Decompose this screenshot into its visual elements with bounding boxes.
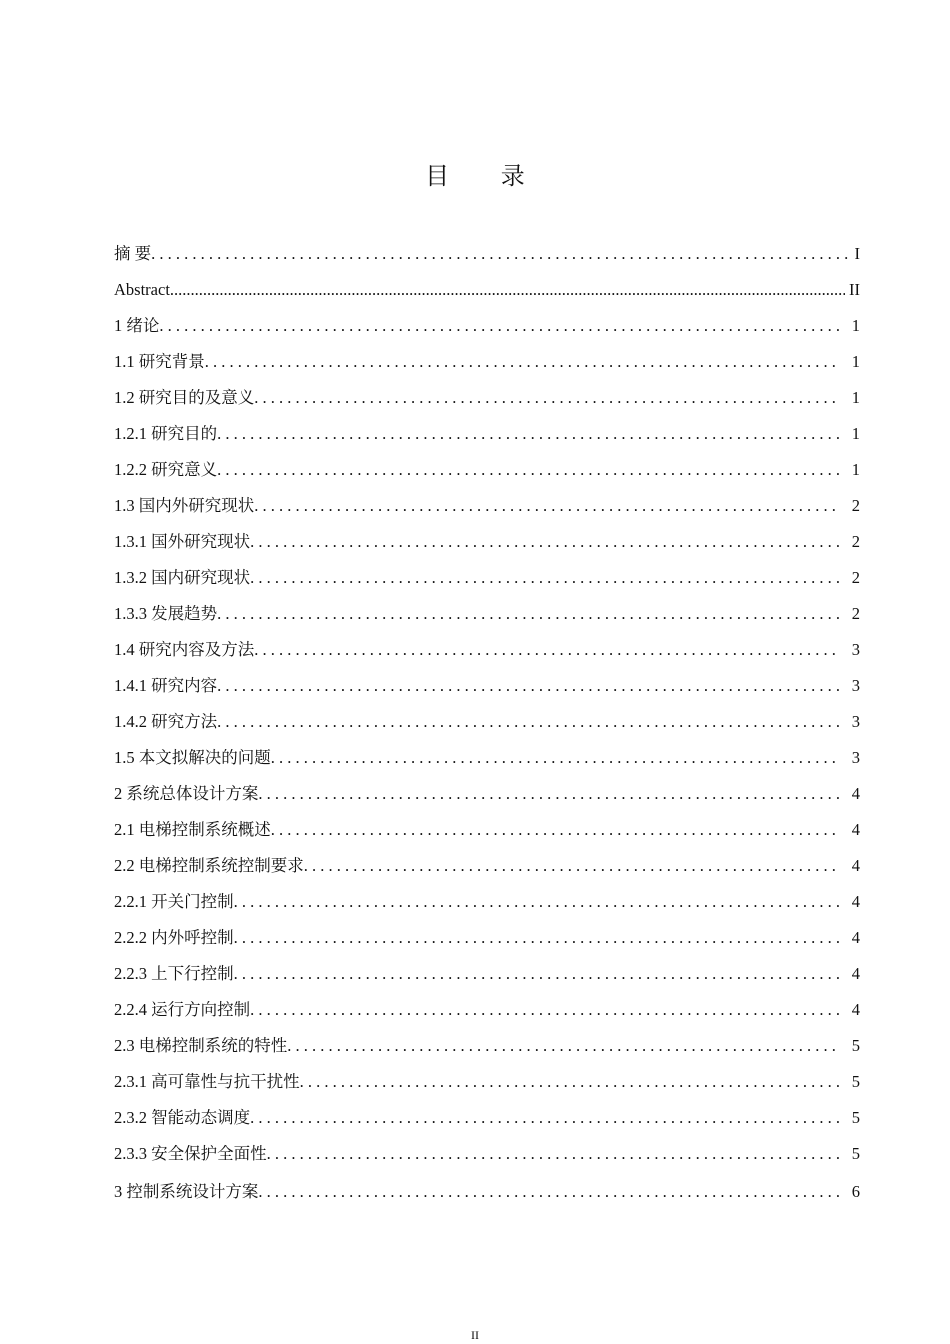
toc-entry-label: 2.2.1 开关门控制 — [114, 892, 234, 911]
toc-dot-leader — [254, 488, 840, 524]
toc-entry-page: 5 — [851, 1108, 860, 1127]
toc-entry-label: 2.3.1 高可靠性与抗干扰性 — [114, 1072, 300, 1091]
toc-entry-page: 6 — [851, 1182, 860, 1201]
toc-dot-leader — [258, 776, 840, 812]
toc-entry[interactable] — [114, 380, 860, 416]
toc-entry-page: 4 — [851, 964, 860, 983]
toc-entry-label: 摘 要 — [114, 244, 152, 263]
toc-entry[interactable] — [114, 524, 860, 560]
toc-entry-label: 1.3.1 国外研究现状 — [114, 532, 251, 551]
toc-entry-page: 3 — [851, 676, 860, 695]
toc-entry[interactable] — [114, 740, 860, 776]
toc-entry[interactable] — [114, 560, 860, 596]
page-title: 目 录 — [425, 162, 547, 190]
toc-entry-label: 1.2.2 研究意义 — [114, 460, 218, 479]
toc-entry-label: 1.3 国内外研究现状 — [114, 496, 255, 515]
toc-dot-leader — [300, 1064, 840, 1100]
toc-entry-label: 1.4.1 研究内容 — [114, 676, 218, 695]
toc-entry[interactable] — [114, 488, 860, 524]
toc-entry-page: II — [849, 280, 860, 299]
toc-entry[interactable] — [114, 632, 860, 668]
toc-dot-leader — [234, 920, 840, 956]
toc-entry-page: 4 — [851, 856, 860, 875]
toc-entry[interactable] — [114, 308, 860, 344]
toc-entry-label: 2.2.3 上下行控制 — [114, 964, 234, 983]
table-of-contents — [114, 236, 860, 1210]
toc-dot-leader — [217, 416, 840, 452]
toc-dot-leader — [159, 308, 840, 344]
toc-entry-label: 2 系统总体设计方案 — [114, 784, 259, 803]
toc-entry-label: 2.1 电梯控制系统概述 — [114, 820, 271, 839]
toc-entry-page: 4 — [851, 892, 860, 911]
toc-entry-label: 2.2.2 内外呼控制 — [114, 928, 234, 947]
toc-entry-label: 1 绪论 — [114, 316, 160, 335]
toc-dot-leader — [267, 1136, 840, 1172]
toc-dot-leader — [271, 740, 840, 776]
toc-entry-label: 1.5 本文拟解决的问题 — [114, 748, 271, 767]
toc-dot-leader — [250, 992, 840, 1028]
toc-entry-page: 5 — [851, 1144, 860, 1163]
toc-entry-page: 4 — [851, 784, 860, 803]
toc-entry[interactable] — [114, 344, 860, 380]
toc-entry[interactable] — [114, 1064, 860, 1100]
toc-entry-page: 1 — [851, 424, 860, 443]
toc-dot-leader — [234, 884, 840, 920]
toc-entry[interactable] — [114, 416, 860, 452]
toc-entry-label: 2.2.4 运行方向控制 — [114, 1000, 251, 1019]
toc-entry-label: 1.4 研究内容及方法 — [114, 640, 255, 659]
toc-entry-page: 2 — [851, 496, 860, 515]
toc-entry[interactable] — [114, 236, 860, 272]
toc-dot-leader — [250, 1100, 840, 1136]
toc-entry-page: 4 — [851, 928, 860, 947]
toc-entry[interactable] — [114, 812, 860, 848]
toc-entry-label: 2.3.3 安全保护全面性 — [114, 1144, 267, 1163]
toc-dot-leader — [287, 1028, 840, 1064]
toc-entry-page: 4 — [851, 820, 860, 839]
toc-entry-label: 1.4.2 研究方法 — [114, 712, 218, 731]
toc-entry[interactable] — [114, 992, 860, 1028]
toc-entry[interactable] — [114, 704, 860, 740]
toc-entry[interactable] — [114, 884, 860, 920]
toc-entry-page: 5 — [851, 1036, 860, 1055]
toc-entry-page: 5 — [851, 1072, 860, 1091]
toc-entry-label: 1.3.3 发展趋势 — [114, 604, 218, 623]
toc-entry-page: I — [854, 244, 860, 263]
toc-entry[interactable] — [114, 956, 860, 992]
toc-dot-leader — [217, 668, 840, 704]
toc-dot-leader — [254, 380, 840, 416]
toc-entry[interactable] — [114, 1100, 860, 1136]
toc-entry-label: 2.2 电梯控制系统控制要求 — [114, 856, 304, 875]
toc-entry[interactable] — [114, 272, 860, 308]
toc-entry[interactable] — [114, 668, 860, 704]
toc-entry-label: 2.3.2 智能动态调度 — [114, 1108, 251, 1127]
toc-entry[interactable] — [114, 1136, 860, 1172]
toc-entry-label: 3 控制系统设计方案 — [114, 1182, 259, 1201]
toc-dot-leader — [258, 1174, 840, 1210]
toc-dot-leader — [205, 344, 840, 380]
toc-dot-leader — [254, 632, 840, 668]
toc-entry[interactable] — [114, 452, 860, 488]
toc-entry-page: 2 — [851, 604, 860, 623]
toc-entry[interactable] — [114, 776, 860, 812]
toc-dot-leader — [217, 704, 840, 740]
toc-entry-page: 4 — [851, 1000, 860, 1019]
toc-entry-label: 1.2.1 研究目的 — [114, 424, 218, 443]
toc-dot-leader — [151, 236, 852, 272]
toc-entry-page: 2 — [851, 568, 860, 587]
toc-entry-page: 1 — [851, 388, 860, 407]
toc-entry[interactable] — [114, 596, 860, 632]
toc-entry-label: 1.3.2 国内研究现状 — [114, 568, 251, 587]
toc-dot-leader — [250, 524, 840, 560]
toc-dot-leader — [271, 812, 840, 848]
toc-entry-page: 1 — [851, 316, 860, 335]
toc-entry-page: 3 — [851, 748, 860, 767]
toc-entry-label: 2.3 电梯控制系统的特性 — [114, 1036, 288, 1055]
toc-entry-page: 2 — [851, 532, 860, 551]
toc-entry-page: 3 — [851, 712, 860, 731]
page-number-footer: II — [471, 1328, 479, 1342]
toc-entry[interactable] — [114, 1028, 860, 1064]
toc-entry-label: Abstract — [114, 280, 170, 299]
toc-dot-leader — [170, 272, 845, 308]
toc-entry-page: 3 — [851, 640, 860, 659]
toc-dot-leader — [250, 560, 840, 596]
toc-entry-page: 1 — [851, 460, 860, 479]
toc-entry[interactable] — [114, 920, 860, 956]
toc-dot-leader — [234, 956, 840, 992]
toc-entry-label: 1.2 研究目的及意义 — [114, 388, 255, 407]
toc-entry-label: 1.1 研究背景 — [114, 352, 205, 371]
toc-entry[interactable] — [114, 848, 860, 884]
toc-entry[interactable] — [114, 1174, 860, 1210]
toc-dot-leader — [217, 596, 840, 632]
toc-dot-leader — [217, 452, 840, 488]
toc-dot-leader — [304, 848, 840, 884]
toc-entry-page: 1 — [851, 352, 860, 371]
